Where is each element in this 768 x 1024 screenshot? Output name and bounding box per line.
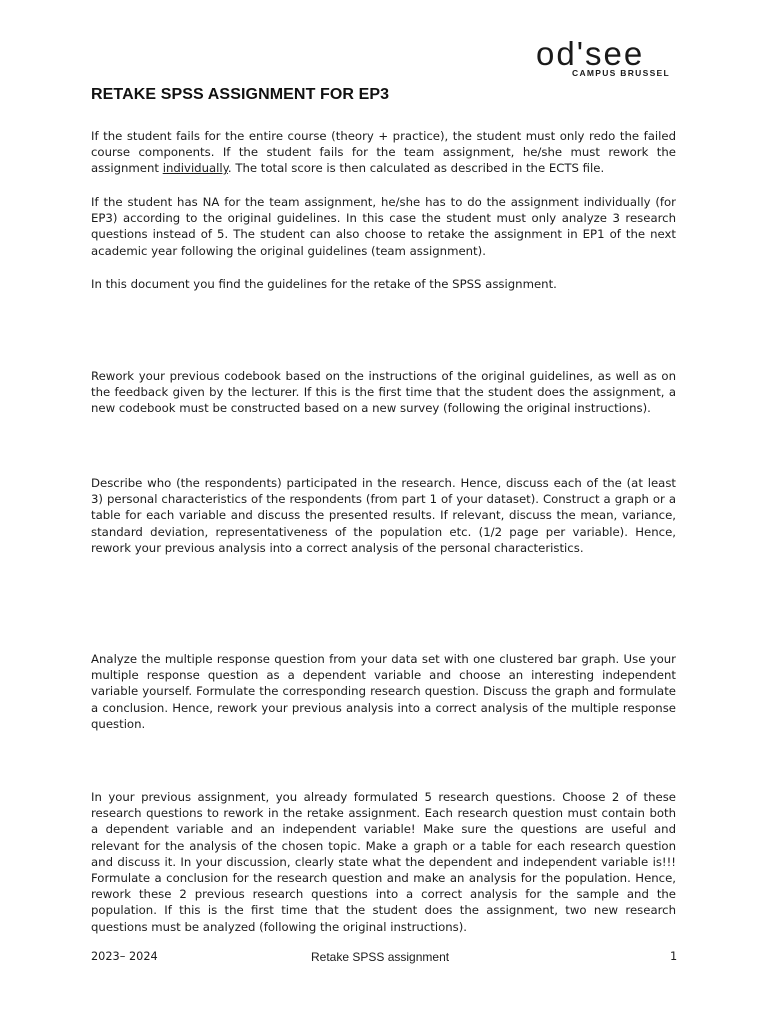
logo-wordmark: od'see	[536, 35, 645, 72]
respondents-paragraph: Describe who (the respondents) participated in the research. Hence, discuss each of the (at least 3) personal characteristics of the respondents (from part 1 of your dataset). Construct a graph or a table for each variable and discuss the presented results. If relevant, discuss the mean, variance, standard deviation, representativeness of the population etc. (1/2 page per variable). Hence, rework your previous analysis into a correct analysis of the personal characteristics.	[91, 476, 676, 555]
page-number: 1	[670, 950, 678, 963]
multiple-response-paragraph: Analyze the multiple response question from your data set with one clustered bar graph. Use your multiple response question as a dependent variable and choose an interesting independent variable yourself. Formulate the corresponding research question. Discuss the graph and formulate a conclusion. Hence, rework your previous analysis into a correct analysis of the multiple response question.	[91, 652, 676, 731]
underlined-word: individually	[162, 161, 228, 176]
intro-paragraph-2: If the student has NA for the team assignment, he/she has to do the assignment individually (for EP3) according to the original guidelines. In this case the student must only analyze 3 research questions instead of 5. The student can also choose to retake the assignment in EP1 of the next academic year following the original guidelines (team assignment).	[91, 195, 676, 258]
odisee-logo	[536, 35, 680, 80]
page-footer	[0, 950, 768, 966]
codebook-paragraph: Rework your previous codebook based on the instructions of the original guidelines, as well as on the feedback given by the lecturer. If this is the first time that the student does the assignment, a new codebook must be constructed based on a new survey (following the original instructions).	[91, 369, 676, 416]
intro-paragraph-1: If the student fails for the entire course (theory + practice), the student must only redo the failed course components. If the student fails for the team assignment, he/she must rework the assignment individually. The total score is then calculated as described in the ECTS file.	[91, 129, 676, 176]
research-questions-paragraph: In your previous assignment, you already formulated 5 research questions. Choose 2 of these research questions to rework in the retake assignment. Each research question must contain both a dependent variable and an independent variable! Make sure the questions are useful and relevant for the analysis of the chosen topic. Make a graph or a table for each research question and discuss it. In your discussion, clearly state what the dependent and independent variable is!!! Formulate a conclusion for the research question and make an analysis for the population. Hence, rework these 2 previous research questions into a correct analysis for the sample and the population. If this is the first time that the student does the assignment, two new research questions must be analyzed (following the original instructions).	[91, 790, 676, 934]
footer-year: 2023– 2024	[91, 950, 158, 963]
document-title: RETAKE SPSS ASSIGNMENT FOR EP3	[91, 86, 390, 103]
footer-title: Retake SPSS assignment	[311, 950, 450, 964]
logo-subtitle: CAMPUS BRUSSEL	[572, 68, 671, 78]
intro-paragraph-3: In this document you find the guidelines for the retake of the SPSS assignment.	[91, 277, 557, 291]
